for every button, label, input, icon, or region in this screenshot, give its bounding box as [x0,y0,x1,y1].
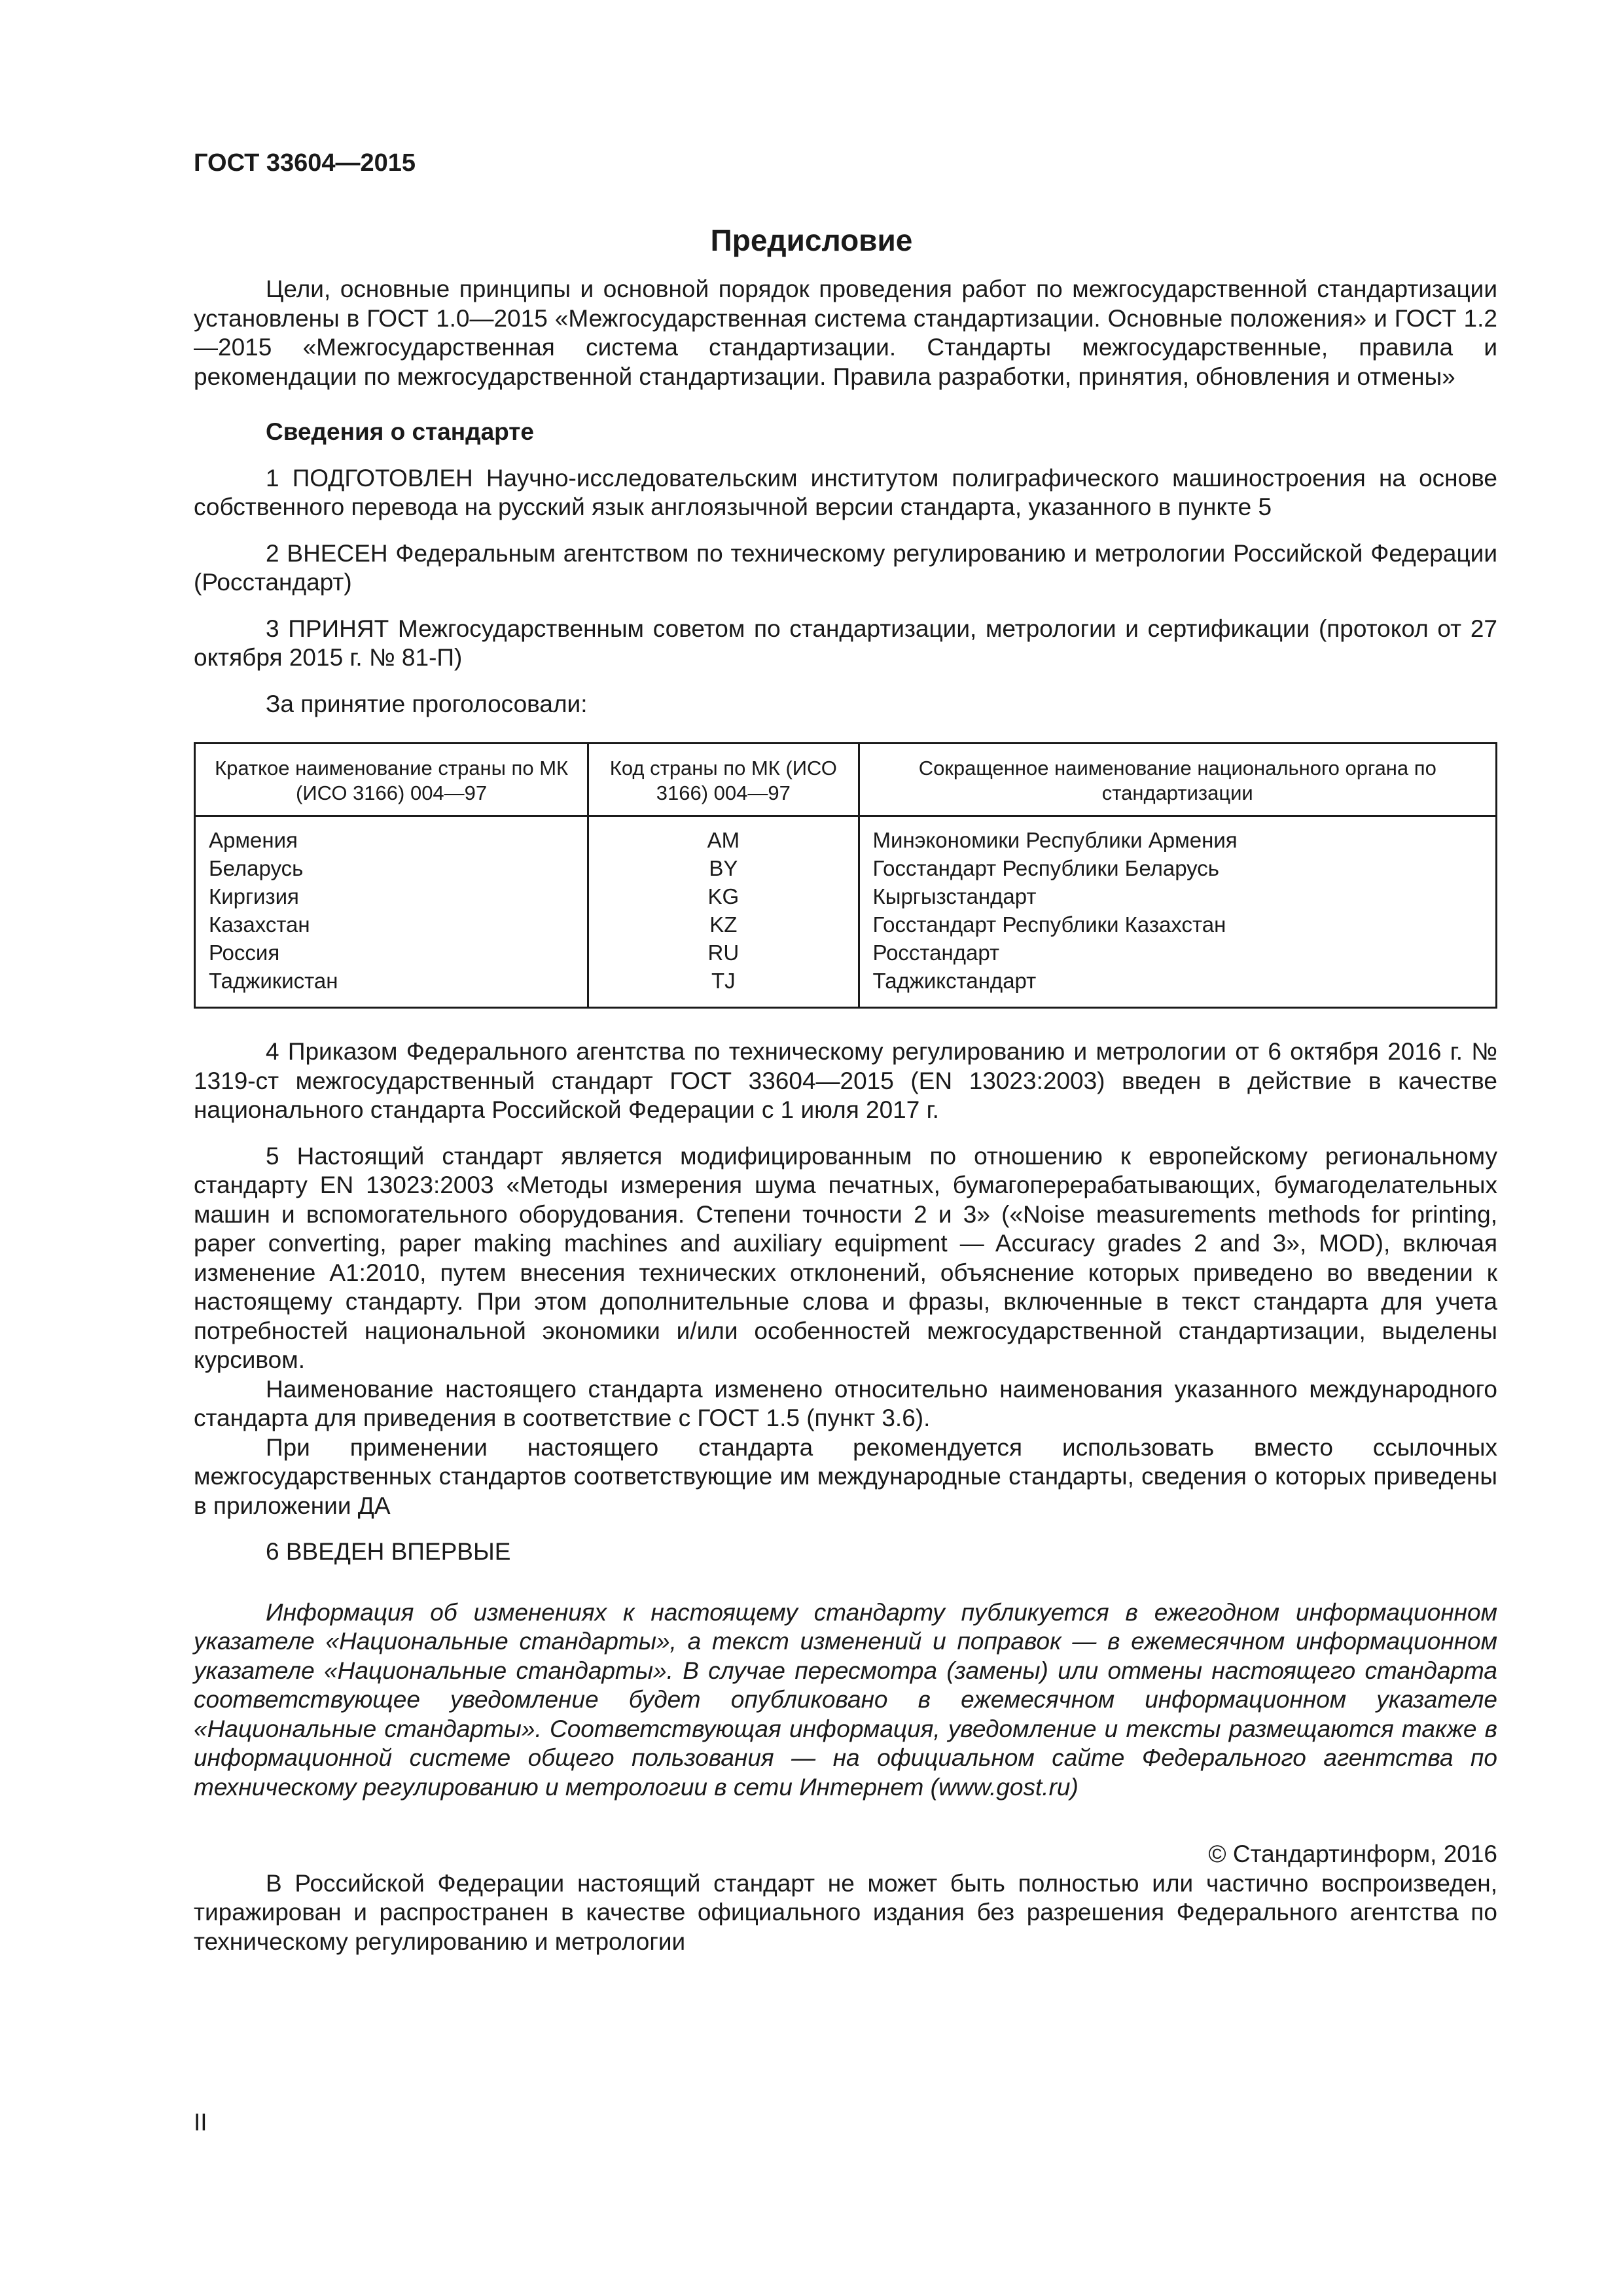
table-header: Сокращенное наименование национального органа по стандартизации [859,744,1496,816]
paragraph-5-title-note: Наименование настоящего стандарта изменено относительно наименования указанного международного стандарта для приведения в соответствие с ГОСТ 1.5 (пункт 3.6). [194,1375,1497,1431]
country-code: RU [588,939,859,967]
standards-body: Госстандарт Республики Беларусь [859,854,1496,882]
table-row [195,816,1497,855]
country-code: TJ [588,967,859,1008]
info-notice: Информация об изменениях к настоящему стандарту публикуется в ежегодном информационном указателе «Национальные стандарты», а текст изменений и поправок — в ежемесячном информационном указателе «Национальные стандарты». В случае пересмотра (замены) или отмены настоящего стандарта соответствующее уведомление будет опубликовано в ежемесячном информационном указателе «Национальные стандарты». Соответствующая информация, уведомление и тексты размещаются также в информационной системе общего пользования — на официальном сайте Федерального агентства по техническому регулированию и метрологии в сети Интернет (www.gost.ru) [194,1598,1497,1801]
table-header: Код страны по МК (ИСО 3166) 004—97 [588,744,859,816]
paragraph-5-reference-note: При применении настоящего стандарта рекомендуется использовать вместо ссылочных межгосударственных стандартов соответствующие им международные стандарты, сведения о которых приведены в приложении ДА [194,1433,1497,1519]
table-row [195,854,1497,882]
table-row [195,910,1497,939]
table-row [195,939,1497,967]
table-header-row [195,744,1497,816]
paragraph-1: 1 ПОДГОТОВЛЕН Научно-исследовательским институтом полиграфического машиностроения на основе собственного перевода на русский язык англоязычной версии стандарта, указанного в пункте 5 [194,464,1497,520]
country-name: Таджикистан [195,967,588,1008]
paragraph-5: 5 Настоящий стандарт является модифицированным по отношению к европейскому региональному стандарту EN 13023:2003 «Методы измерения шума печатных, бумагоперерабатывающих, бумагоделательных машин и вспомогательного оборудования. Степени точности 2 и 3» («Noise measurements methods for printing, paper converting, paper making machines and auxiliary equipment — Accuracy grades 2 and 3», MOD), включая изменение A1:2010, путем внесения технических отклонений, объяснение которых приведено во введении к настоящему стандарту. При этом дополнительные слова и фразы, включенные в текст стандарта для учета потребностей национальной экономики и/или особенностей межгосударственной стандартизации, выделены курсивом. [194,1142,1497,1373]
country-name: Россия [195,939,588,967]
document-header: ГОСТ 33604—2015 [194,149,416,177]
standards-body: Таджикстандарт [859,967,1496,1008]
copyright: © Стандартинформ, 2016 [1208,1840,1497,1867]
country-code: KG [588,882,859,910]
country-code: AM [588,816,859,855]
intro-paragraph: Цели, основные принципы и основной порядок проведения работ по межгосударственной стандартизации установлены в ГОСТ 1.0—2015 «Межгосударственная система стандартизации. Основные положения» и ГОСТ 1.2—2015 «Межгосударственная система стандартизации. Стандарты межгосударственные, правила и рекомендации по межгосударственной стандартизации. Правила разработки, принятия, обновления и отмены» [194,276,1497,390]
standards-body: Госстандарт Республики Казахстан [859,910,1496,939]
table-row [195,882,1497,910]
country-name: Беларусь [195,854,588,882]
paragraph-2: 2 ВНЕСЕН Федеральным агентством по техническому регулированию и метрологии Российской Федерации (Росстандарт) [194,539,1497,596]
paragraph-6: 6 ВВЕДЕН ВПЕРВЫЕ [266,1538,511,1565]
content [194,275,1497,1956]
country-name: Армения [195,816,588,855]
page-title: Предисловие [710,223,913,257]
country-code: KZ [588,910,859,939]
paragraph-3: 3 ПРИНЯТ Межгосударственным советом по стандартизации, метрологии и сертификации (протокол от 27 октября 2015 г. № 81-П) [194,615,1497,671]
country-name: Киргизия [195,882,588,910]
paragraph-4: 4 Приказом Федерального агентства по техническому регулированию и метрологии от 6 октября 2016 г. № 1319-ст межгосударственный стандарт ГОСТ 33604—2015 (EN 13023:2003) введен в действие в качестве национального стандарта Российской Федерации с 1 июля 2017 г. [194,1038,1497,1123]
table-row [195,967,1497,1008]
country-code: BY [588,854,859,882]
vote-intro: За принятие проголосовали: [266,690,588,717]
rights-notice: В Российской Федерации настоящий стандарт не может быть полностью или частично воспроизведен, тиражирован и распространен в качестве официального издания без разрешения Федерального агентства по техническому регулированию и метрологии [194,1869,1497,1955]
standards-body: Росстандарт [859,939,1496,967]
table-header: Краткое наименование страны по МК (ИСО 3166) 004—97 [195,744,588,816]
section-title: Сведения о стандарте [266,418,534,445]
standards-body: Минэкономики Республики Армения [859,816,1496,855]
country-name: Казахстан [195,910,588,939]
page-number: II [194,2109,207,2136]
voting-table [194,742,1497,1009]
standards-body: Кыргызстандарт [859,882,1496,910]
